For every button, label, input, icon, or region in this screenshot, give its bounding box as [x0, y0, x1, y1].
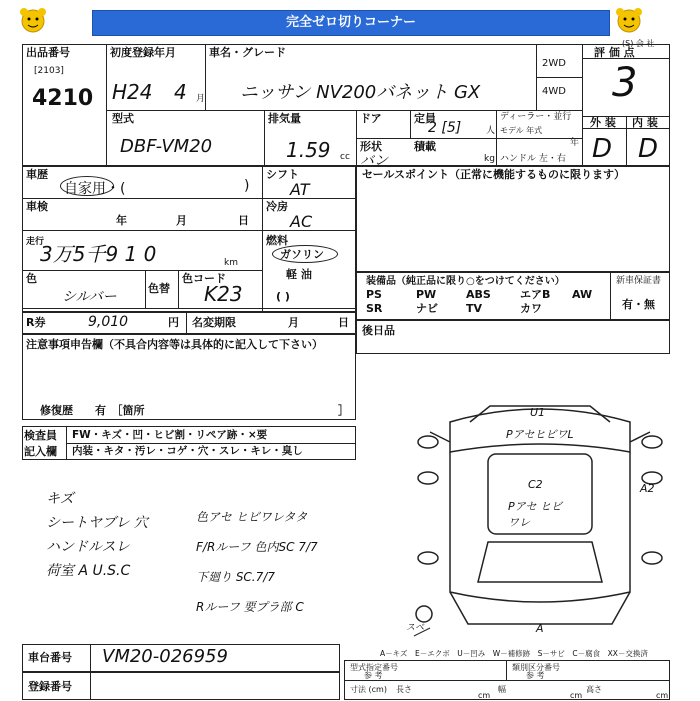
- section-title-bar: 完全ゼロ切りコーナー: [92, 10, 610, 36]
- grade-value: 3: [612, 60, 638, 106]
- footer-length-unit: cm: [478, 691, 491, 700]
- footer-class-sub: 参 考: [526, 671, 545, 680]
- sales-point-label: セールスポイント（正常に機能するものに限ります）: [362, 168, 626, 181]
- mascot-left-icon: [18, 6, 48, 36]
- mileage-label: 走行: [26, 237, 45, 247]
- registration-label: 初度登録年月: [110, 46, 176, 59]
- lot-number: 4210: [32, 86, 94, 111]
- diagram-mark-right: A2: [640, 482, 655, 495]
- inspection-year: 年: [116, 214, 127, 227]
- drive-2wd: 2WD: [542, 58, 566, 69]
- footer-height-unit: cm: [656, 691, 669, 700]
- color-code-value: K23: [204, 282, 243, 306]
- name-change-day: 日: [338, 316, 349, 329]
- color-change-label: 色替: [148, 282, 170, 295]
- shape-label: 形状: [360, 140, 382, 153]
- load-label: 積載: [414, 140, 436, 153]
- car-name-label: 車名・グレード: [209, 46, 286, 59]
- displacement-label: 排気量: [268, 112, 301, 125]
- shape-value: バン: [360, 153, 388, 169]
- displacement-value: 1.59: [286, 138, 331, 162]
- history-label: 車歴: [26, 168, 48, 181]
- equipment-item: エアB: [520, 288, 551, 301]
- model-value: DBF-VM20: [120, 136, 213, 157]
- handwritten-note: F/Rルーフ 色内SC 7/7: [196, 540, 318, 554]
- interior-value: D: [638, 134, 659, 164]
- handle-label: ハンドル 左・右: [500, 154, 566, 164]
- exterior-value: D: [592, 134, 613, 164]
- capacity-unit: 人: [486, 126, 496, 136]
- inspector-label-1: 検査員: [24, 429, 57, 442]
- repair-label: 修復歴 有 ［箇所: [40, 404, 145, 417]
- equipment-item: カワ: [520, 302, 542, 315]
- displacement-unit: cc: [340, 152, 350, 162]
- history-close: ): [244, 178, 250, 194]
- recycle-value: 9,010: [88, 314, 129, 330]
- inspector-row-1: FW・キズ・凹・ヒビ割・リペア跡・×要: [72, 429, 268, 441]
- repair-close: ］: [338, 404, 349, 417]
- registration-month: 4: [174, 80, 187, 104]
- fuel-paren: ( ): [276, 290, 290, 303]
- handwritten-note: 下廻り SC.7/7: [196, 570, 275, 584]
- footer-height: 高さ: [586, 685, 602, 694]
- equipment-item: TV: [466, 302, 483, 315]
- recycle-row: [22, 312, 356, 334]
- inspector-label-2: 記入欄: [24, 445, 57, 458]
- handwritten-note: キズ: [46, 491, 74, 507]
- name-change-label: 名変期限: [192, 316, 236, 329]
- equipment-label: 装備品（純正品に限り○をつけてください）: [366, 276, 565, 287]
- equipment-item: ナビ: [416, 302, 438, 315]
- chassis-value: VM20-026959: [102, 646, 228, 667]
- handwritten-note: ハンドルスレ: [46, 539, 130, 555]
- footer-type-sub: 参 考: [364, 671, 383, 680]
- diagram-mark-bottom: A: [536, 622, 544, 635]
- mileage-unit: km: [224, 258, 238, 268]
- handwritten-note: シートヤブレ 穴: [46, 515, 148, 531]
- name-change-month: 月: [288, 316, 299, 329]
- diagram-text-center: Pアセ ヒビワレ: [508, 500, 563, 529]
- recycle-unit: 円: [168, 316, 179, 329]
- registration-era: H24: [112, 80, 153, 104]
- handwritten-note: Rルーフ 要プラ部 C: [196, 600, 304, 614]
- shift-value: AT: [290, 180, 310, 199]
- recycle-label: R券: [26, 316, 46, 329]
- load-unit: kg: [484, 154, 495, 164]
- color-label: 色: [26, 272, 37, 285]
- drive-4wd: 4WD: [542, 86, 566, 97]
- fuel-gas: ガソリン: [280, 248, 324, 261]
- capacity-label: 定員: [414, 112, 436, 125]
- corner-text: (S) 会 社: [622, 39, 655, 48]
- equipment-item: PW: [416, 288, 437, 301]
- equipment-item: SR: [366, 302, 383, 315]
- registration-month-unit: 月: [196, 94, 206, 104]
- footer-class-label: 類別区分番号: [512, 663, 560, 672]
- diagram-mark-top: U1: [530, 406, 546, 419]
- dealer-label: ディーラー・並行: [500, 112, 572, 122]
- diagram-text-top: PアセヒビワL: [506, 428, 574, 441]
- reg-number-label: 登録番号: [28, 680, 72, 693]
- fuel-label: 燃料: [266, 234, 288, 247]
- doors-label: ドア: [360, 112, 382, 125]
- model-year-label: モデル 年式: [500, 126, 543, 135]
- model-year-unit: 年: [570, 138, 580, 148]
- interior-label: 内 装: [632, 116, 658, 129]
- capacity-value: 2 [5]: [428, 120, 462, 136]
- warranty-label: 新車保証書: [616, 276, 662, 286]
- warranty-value: 有・無: [622, 298, 655, 311]
- model-label: 型式: [112, 112, 134, 125]
- lot-label: 出品番号: [26, 46, 70, 59]
- equipment-item: PS: [366, 288, 382, 301]
- back-items-section: [356, 320, 670, 354]
- footer-type-label: 型式指定番号: [350, 663, 398, 672]
- footer-width: 幅: [498, 685, 506, 694]
- mileage-value: 3万5千9 1 0: [40, 242, 157, 266]
- notes-label: 注意事項申告欄（不具合内容等は具体的に記入して下さい）: [26, 338, 323, 351]
- exterior-label: 外 装: [590, 116, 616, 129]
- mascot-right-icon: [614, 6, 644, 36]
- color-code-label: 色コード: [182, 272, 226, 285]
- handwritten-note: 色アセ ヒビワレタタ: [196, 510, 308, 524]
- back-items-label: 後日品: [362, 324, 395, 337]
- cooler-label: 冷房: [266, 200, 288, 213]
- footer-width-unit: cm: [570, 691, 583, 700]
- car-name-value: ニッサン NV200バネット GX: [240, 82, 481, 103]
- inspection-month: 月: [176, 214, 187, 227]
- inspection-label: 車検: [26, 200, 48, 213]
- shift-label: シフト: [266, 168, 299, 181]
- inspector-row-2: 内装・キタ・汚レ・コゲ・穴・スレ・キレ・臭し: [72, 445, 303, 457]
- diagram-mark-left-bottom: スベ: [406, 623, 425, 633]
- chassis-label: 車台番号: [28, 651, 72, 664]
- footer-length: 長さ: [396, 685, 412, 694]
- cooler-value: AC: [290, 212, 313, 231]
- fuel-diesel: 軽 油: [286, 268, 312, 281]
- sales-point-section: [356, 166, 670, 272]
- lot-sub: [2103]: [34, 66, 64, 76]
- history-value: 自家用・(: [64, 181, 126, 197]
- color-value: シルバー: [62, 289, 117, 305]
- damage-legend: A－キズ E－エクボ U－凹み W－補修跡 S－サビ C－腐食 XX－交換済: [380, 649, 648, 658]
- handwritten-note: 荷室 A U.S.C: [46, 563, 131, 579]
- inspection-day: 日: [238, 214, 249, 227]
- equipment-item: AW: [572, 288, 593, 301]
- equipment-item: ABS: [466, 288, 491, 301]
- footer-dim-label: 寸法 (cm): [350, 685, 387, 694]
- diagram-mark-center: C2: [528, 478, 543, 491]
- grade-label: 評 価 点: [594, 46, 635, 59]
